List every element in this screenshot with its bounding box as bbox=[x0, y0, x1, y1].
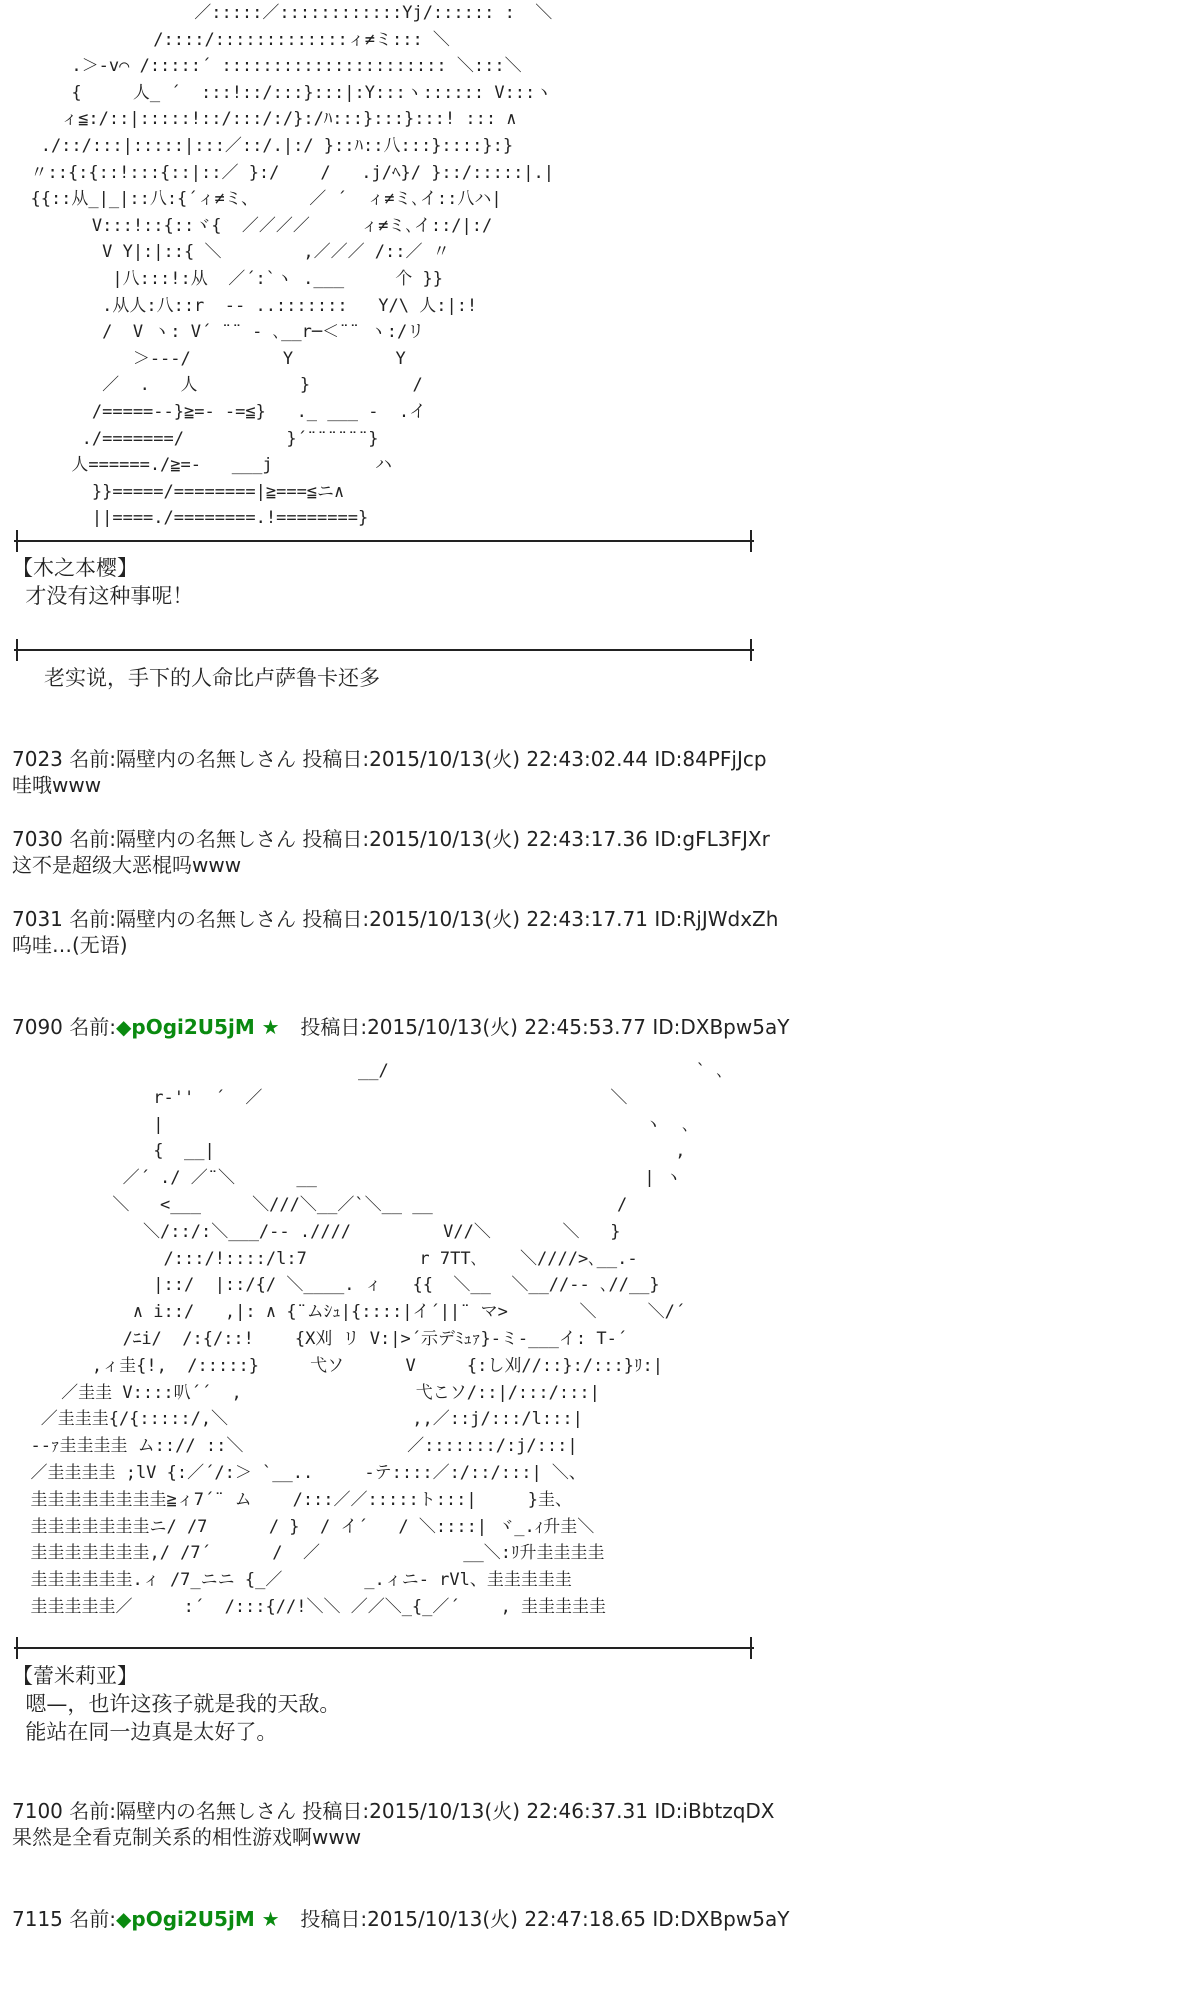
poster-id: ID:gFL3FJXr bbox=[654, 827, 770, 851]
trip-poster-name: ◆pOgi2U5jM ★ bbox=[116, 1907, 280, 1931]
post-number[interactable]: 7115 bbox=[12, 1907, 63, 1931]
date-label: 投稿日: bbox=[302, 747, 370, 771]
poster-id: ID:DXBpw5aY bbox=[652, 1907, 790, 1931]
speaker-label: 【木之本樱】 bbox=[12, 556, 138, 580]
post-header bbox=[12, 745, 767, 773]
dialogue-divider bbox=[12, 529, 756, 553]
name-label: 名前: bbox=[69, 1799, 117, 1823]
dialogue-divider bbox=[12, 638, 756, 662]
poster-name: 隔壁内の名無しさん bbox=[116, 1799, 297, 1823]
post-date: 2015/10/13(火) 22:43:17.36 bbox=[369, 827, 648, 851]
poster-name: 隔壁内の名無しさん bbox=[116, 827, 297, 851]
dialogue-line: 才没有这种事呢！ bbox=[12, 584, 194, 608]
name-label: 名前: bbox=[69, 827, 117, 851]
poster-id: ID:DXBpw5aY bbox=[652, 1015, 790, 1039]
dialogue-divider bbox=[12, 1636, 756, 1660]
narration-line: 老实说，手下的人命比卢萨鲁卡还多 bbox=[44, 666, 380, 690]
post-body: 哇哦www bbox=[12, 773, 102, 797]
name-label: 名前: bbox=[69, 747, 117, 771]
dialogue-line: 嗯—，也许这孩子就是我的天敌。 bbox=[12, 1692, 341, 1716]
post-date: 2015/10/13(火) 22:43:02.44 bbox=[369, 747, 648, 771]
post-date: 2015/10/13(火) 22:45:53.77 bbox=[367, 1015, 646, 1039]
post-number[interactable]: 7031 bbox=[12, 907, 63, 931]
post-number[interactable]: 7030 bbox=[12, 827, 63, 851]
post-header bbox=[12, 1905, 789, 1933]
date-label: 投稿日: bbox=[302, 1799, 370, 1823]
name-label: 名前: bbox=[69, 1907, 117, 1931]
poster-name: 隔壁内の名無しさん bbox=[116, 747, 297, 771]
date-label: 投稿日: bbox=[302, 907, 370, 931]
post-number[interactable]: 7100 bbox=[12, 1799, 63, 1823]
poster-id: ID:84PFjJcp bbox=[654, 747, 767, 771]
post-number[interactable]: 7090 bbox=[12, 1015, 63, 1039]
poster-name: 隔壁内の名無しさん bbox=[116, 907, 297, 931]
post-date: 2015/10/13(火) 22:47:18.65 bbox=[367, 1907, 646, 1931]
post-date: 2015/10/13(火) 22:46:37.31 bbox=[369, 1799, 648, 1823]
name-label: 名前: bbox=[69, 907, 117, 931]
speaker-label: 【蕾米莉亚】 bbox=[12, 1664, 138, 1688]
dialogue-line: 能站在同一边真是太好了。 bbox=[12, 1720, 278, 1744]
post-header bbox=[12, 905, 778, 933]
date-label: 投稿日: bbox=[300, 1907, 368, 1931]
post-body: 呜哇…(无语) bbox=[12, 933, 128, 957]
post-header bbox=[12, 1013, 789, 1041]
ascii-art-sakura: ／:::::／::::::::::::Yj/:::::: : ＼ /::::/:::::::::::::ィ≠ミ::: ＼ .＞-v⌒ /:::::´ :::::::::::::::::::::: ＼:::＼ { 人_ ´ :::!::/:::}:::|:Y:::ヽ:::::: V:::ヽ ィ≦:/::|:::::!::/:::/:/}:/ﾊ:::}:::}:::! ::: ∧ ./::/:::|:::::|:::／::/.|:/ }::ﾊ::八:::}::::}:} 〃::{:{::!:::{::|::／ }:/ / .j/ﾍ}/ }::/:::::|.| {{::从_|_|::八:{´ィ≠ミ、 ／ ´ ィ≠ミ､イ::八ハ| V:::!::{::ヾ{ ／／／／ ィ≠ミ､イ::/|:/ V Y|:|::{ ＼ ,／／／ /::／ 〃 |八:::!:从 ／´:`ヽ .___ 个 }} .从人:八::r -‐ ..::::::: Y/\ 人:|:! / V ヽ: V´ ¨¨ ‐ ､__r─＜¨¨ ヽ:/リ ＞‐‐‐/ Y Y ／ . 人 } / /=====‐‐}≧=‐ ‐=≦} ._ ___ - .イ ./=======/ }´¨¨¨¨¨¨} 人======./≧=‐ ___j ハ }}=====/========|≧===≦ニ∧ ||====./========.!========} bbox=[30, 3, 555, 529]
name-label: 名前: bbox=[69, 1015, 117, 1039]
poster-id: ID:iBbtzqDX bbox=[654, 1799, 775, 1823]
date-label: 投稿日: bbox=[302, 827, 370, 851]
post-number[interactable]: 7023 bbox=[12, 747, 63, 771]
date-label: 投稿日: bbox=[300, 1015, 368, 1039]
post-header bbox=[12, 825, 770, 853]
post-body: 果然是全看克制关系的相性游戏啊www bbox=[12, 1825, 362, 1849]
ascii-art-remilia: __/ ` ､ r‐'' ´ ／ ＼ | ヽ ､ { __| , ／´ ./ ／¨＼ __ | ヽ ＼ <___ ＼///＼__／`＼__ __ / ＼/::/:＼___/‐‐ .//// V//＼ ＼ } /:::/!::::/l:7 r 7TT､ ＼////>､__.- |::/ |::/{/ ＼____. ィ {{ ＼__ ＼__//‐‐ ､//__} ∧ i::/ ,|: ∧ {¨ムｼｭ|{::::|イ´||¨ マ> ＼ ＼/´ /ﾆi/ /:{/::! {X刈 リ V:|>´示デﾐｭｧ}-ミ-___イ: T‐´ ,ィ圭{!, /:::::} 弋ソ V {:し刈//::}:/:::}ﾘ:| ／圭圭 V::::叭´´ , 弋こソ/::|/:::/:::| ／圭圭圭{/{:::::/,＼ ,,／::j/:::/l:::| -‐ｧ圭圭圭圭 ム::// ::＼ ／:::::::/:j/:::| ／圭圭圭圭 ;lV {:／´/:＞ `__.. -テ::::／:/::/:::| ＼、 圭圭圭圭圭圭圭圭≧ィ7´¨ ム /:::／／:::::ト:::| }圭、 圭圭圭圭圭圭圭ニ/ /7 / } / イ´ / ＼::::| ヾ_.ｨ升圭＼ 圭圭圭圭圭圭圭,/ /7´ / ／ __＼:ﾘ升圭圭圭圭 圭圭圭圭圭圭.ィ /7_ニニ {_／ _.ィニ‐ rVl、圭圭圭圭圭 圭圭圭圭圭／ :´ /:::{//!＼＼ ／／＼_{_／´ , 圭圭圭圭圭 bbox=[30, 1061, 725, 1617]
post-header bbox=[12, 1797, 775, 1825]
post-date: 2015/10/13(火) 22:43:17.71 bbox=[369, 907, 648, 931]
poster-id: ID:RjJWdxZh bbox=[654, 907, 779, 931]
post-body: 这不是超级大恶棍吗www bbox=[12, 853, 242, 877]
trip-poster-name: ◆pOgi2U5jM ★ bbox=[116, 1015, 280, 1039]
